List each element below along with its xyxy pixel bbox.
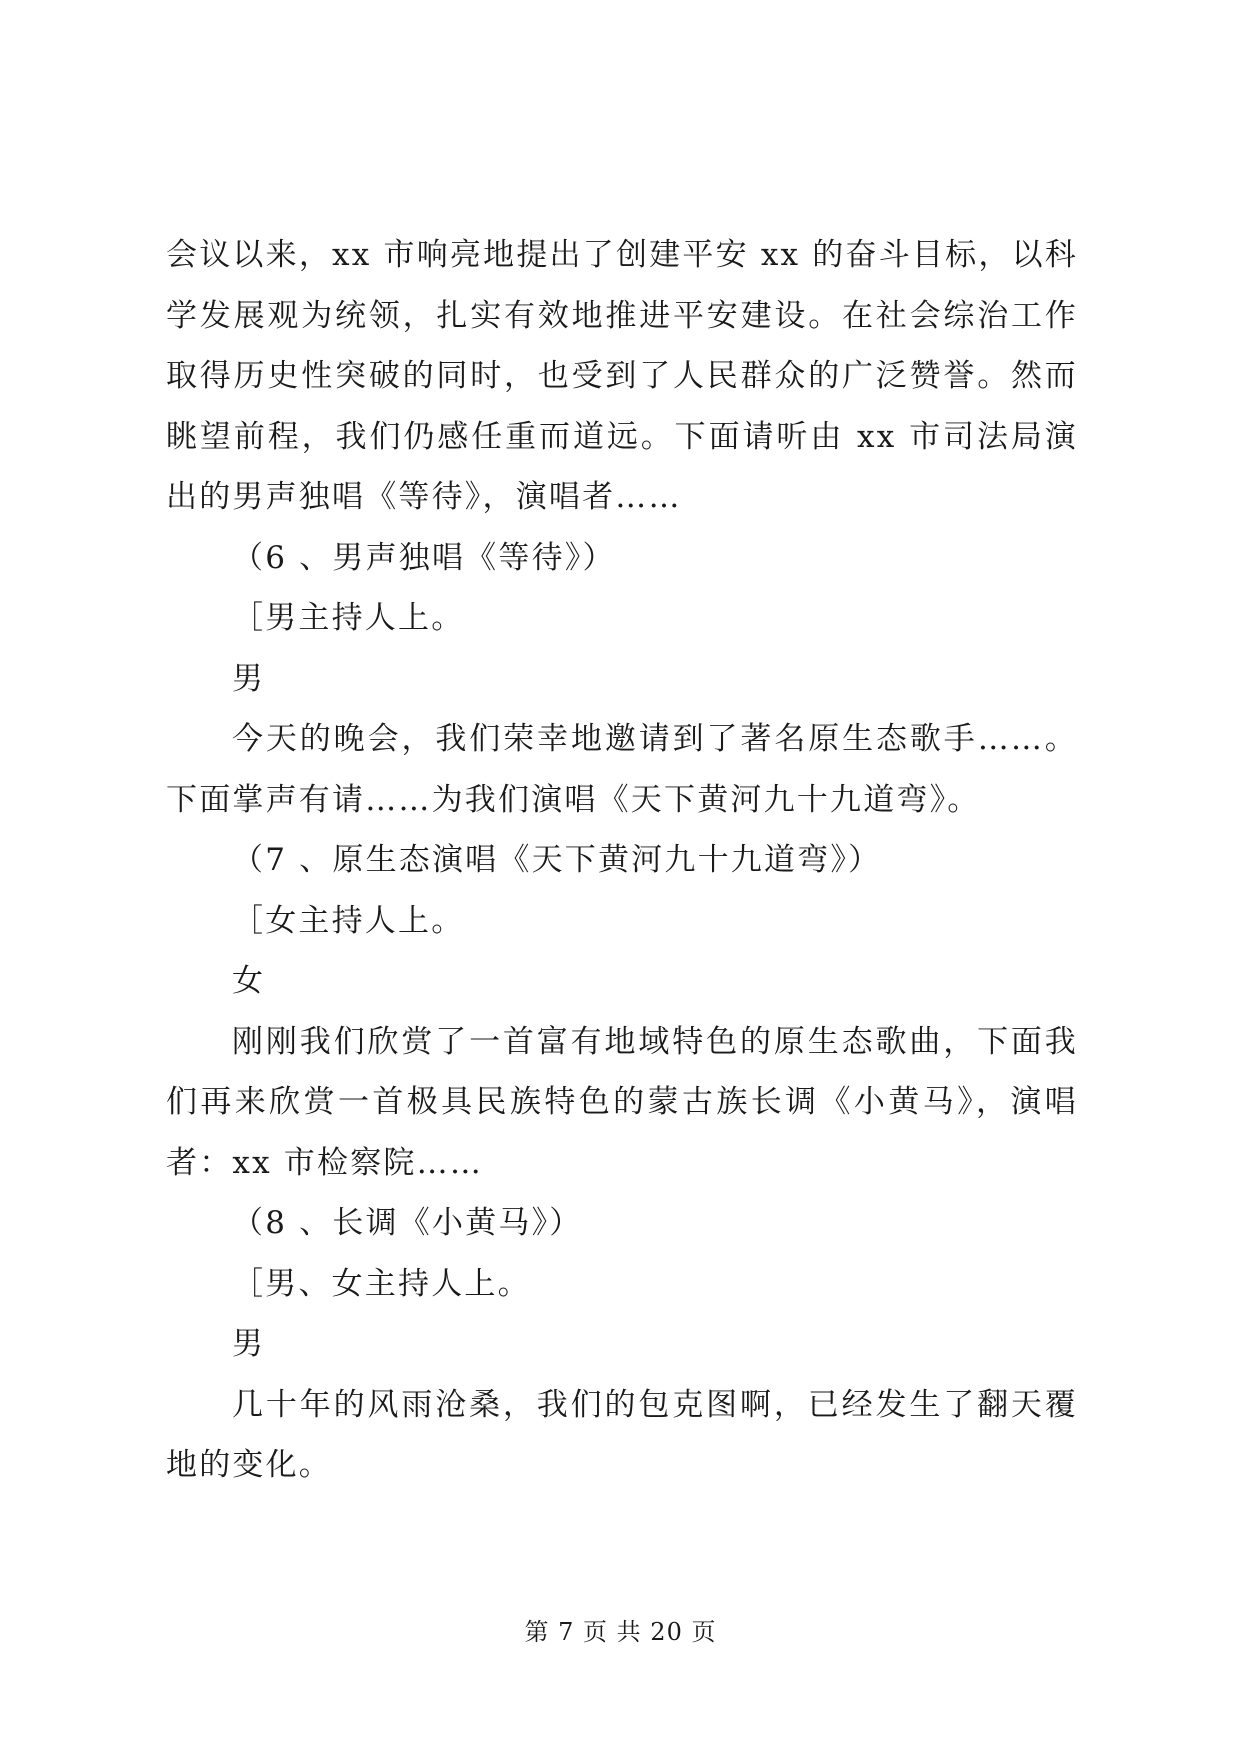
program-item-7: （7 、原生态演唱《天下黄河九十九道弯》） — [232, 842, 882, 878]
program-item-6: （6 、男声独唱《等待》） — [232, 539, 616, 576]
paragraph-intro-continued: 会议以来，xx 市响亮地提出了创建平安 xx 的奋斗目标，以科学发展观为统领，扎实有效地推进平安建设。在社会综治工作取得历史性突破的同时，也受到了人民群众的广泛赞誉。然而眺望前程，我们仍感任重而道远。下面请听由 xx 市司法局演出的男声独唱《等待》，演唱者…… — [166, 237, 1078, 515]
paragraph-male-line-2: 几十年的风雨沧桑，我们的包克图啊，已经发生了翻天覆地的变化。 — [166, 1386, 1078, 1483]
speaker-male: 男 — [232, 660, 266, 697]
speaker-male-2: 男 — [232, 1326, 266, 1362]
stage-direction-male-host: ［男主持人上。 — [232, 600, 465, 636]
document-body — [166, 225, 1078, 1496]
page-footer: 第 7 页 共 20 页 — [524, 1618, 717, 1646]
stage-direction-female-host: ［女主持人上。 — [232, 902, 465, 939]
paragraph-female-line: 刚刚我们欣赏了一首富有地域特色的原生态歌曲，下面我们再来欣赏一首极具民族特色的蒙古族长调《小黄马》，演唱者：xx 市检察院…… — [166, 1023, 1078, 1181]
program-item-8: （8 、长调《小黄马》） — [232, 1205, 583, 1241]
speaker-female: 女 — [232, 963, 266, 999]
paragraph-male-line-1: 今天的晚会，我们荣幸地邀请到了著名原生态歌手……。下面掌声有请……为我们演唱《天下黄河九十九道弯》。 — [166, 721, 1078, 818]
stage-direction-both-hosts: ［男、女主持人上。 — [232, 1265, 531, 1302]
